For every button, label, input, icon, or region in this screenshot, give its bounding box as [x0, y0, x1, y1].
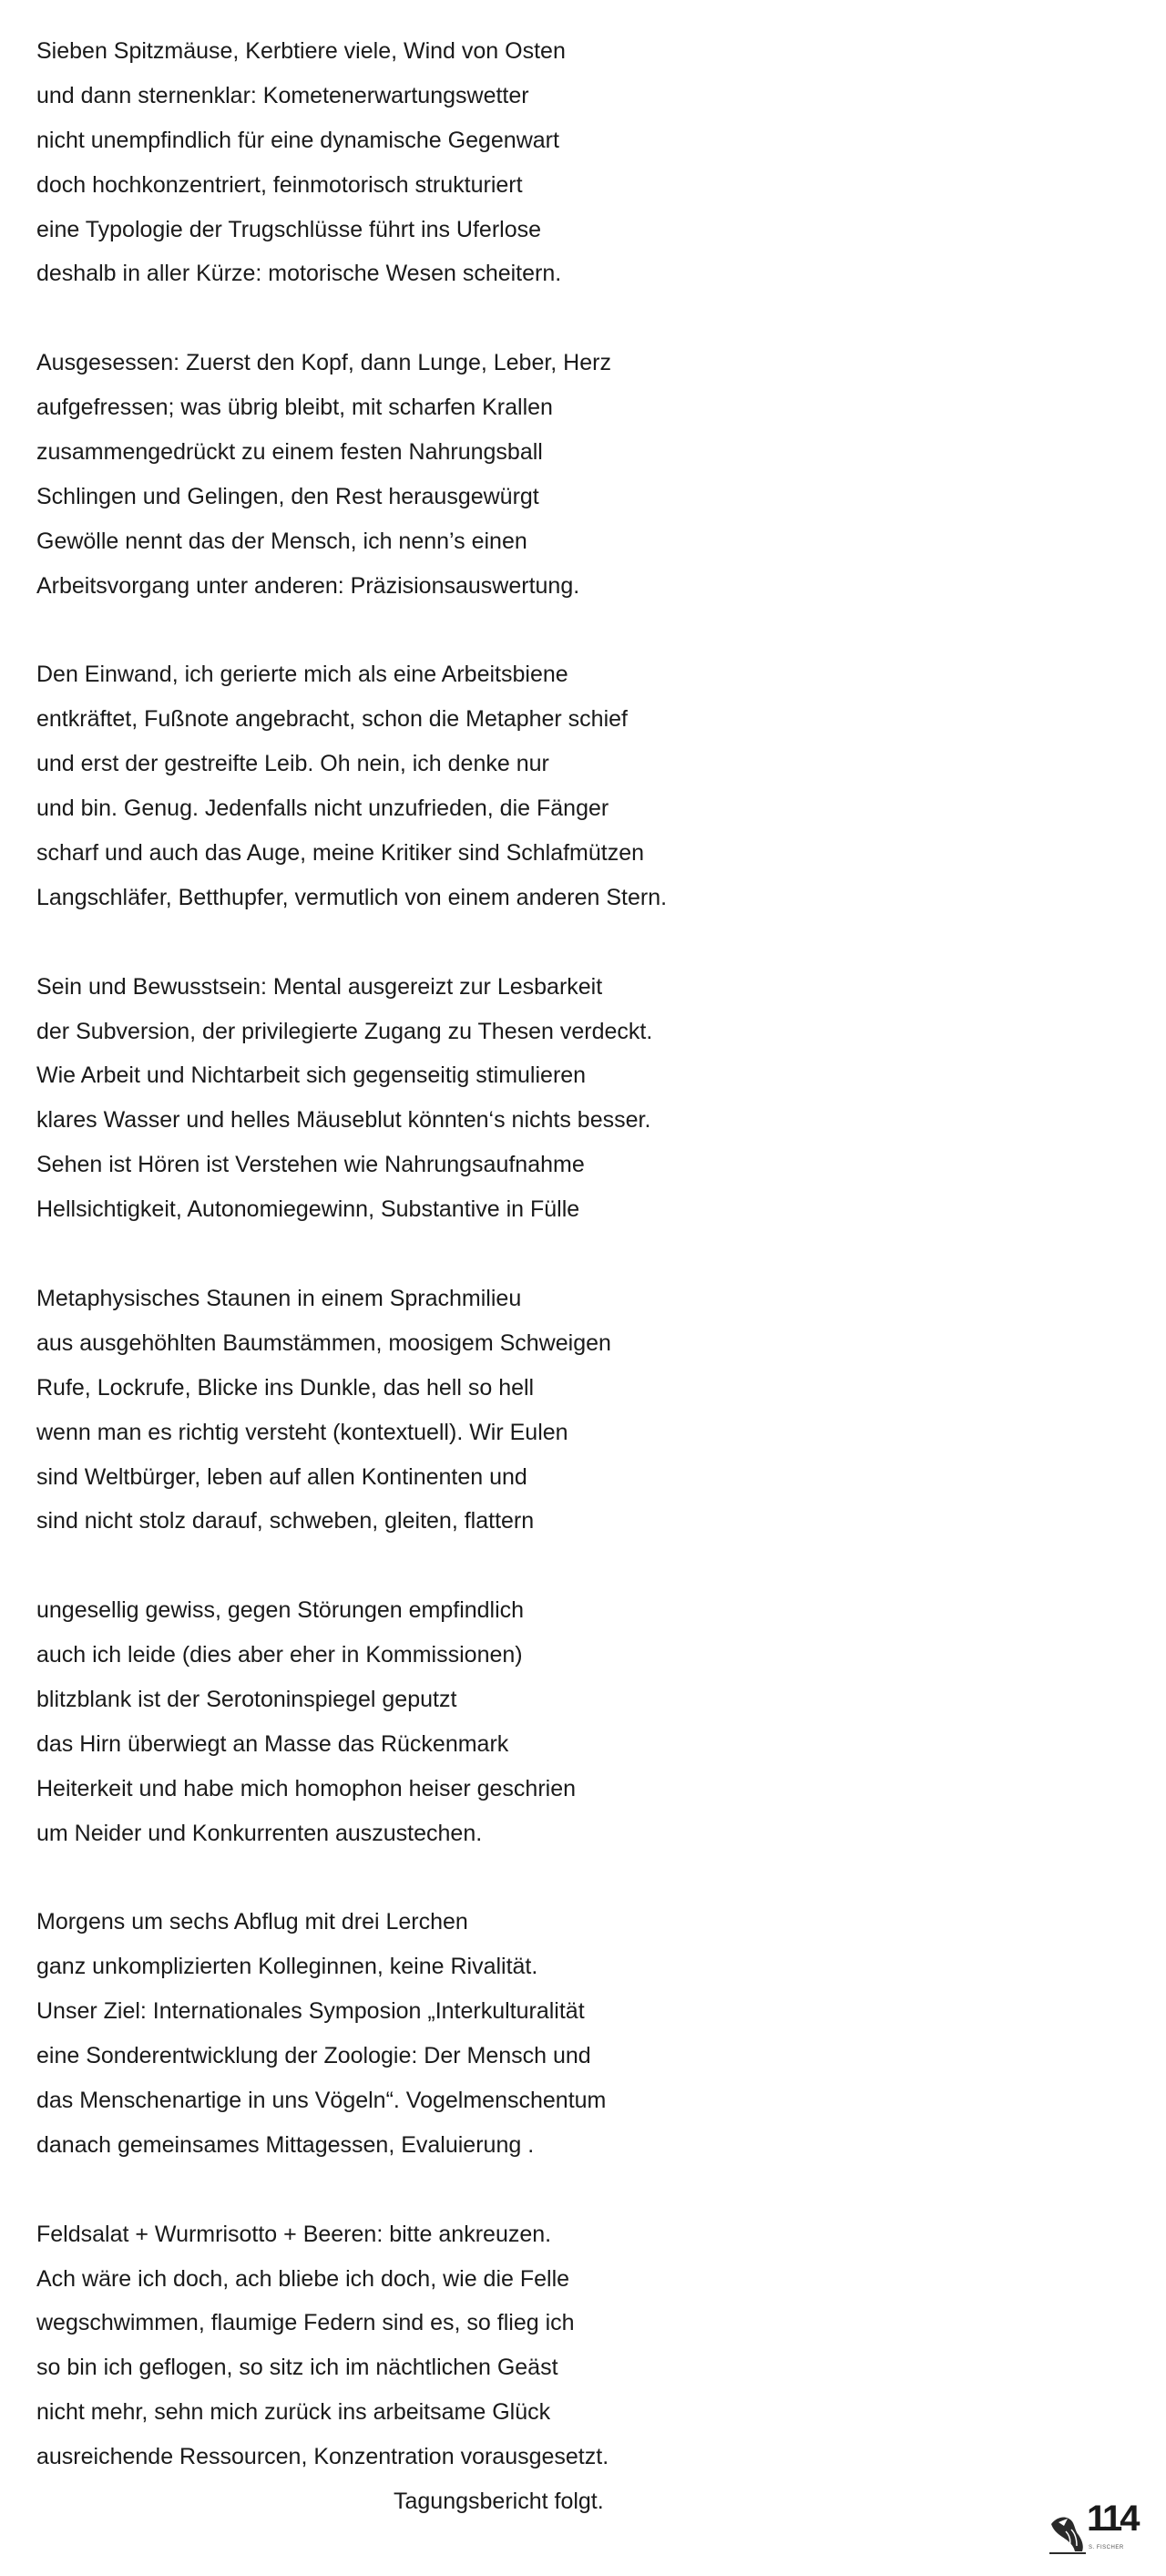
poem-line: Heiterkeit und habe mich homophon heiser geschrien [36, 1775, 577, 1801]
poem-line: eine Sonderentwicklung der Zoologie: Der Mensch und [36, 2043, 591, 2069]
poem-line: Langschläfer, Betthupfer, vermutlich von einem anderen Stern. [36, 884, 668, 910]
poem-line: und bin. Genug. Jedenfalls nicht unzufrieden, die Fänger [36, 795, 609, 822]
poem-line: das Hirn überwiegt an Masse das Rückenmark [36, 1730, 509, 1757]
stanza [36, 1588, 1038, 1855]
poem-line: so bin ich geflogen, so sitz ich im nächtlichen Geäst [36, 2355, 558, 2381]
stanza [36, 1900, 1038, 2167]
poem-line: blitzblank ist der Serotoninspiegel geputzt [36, 1686, 457, 1712]
poem-line: und erst der gestreifte Leib. Oh nein, ich denke nur [36, 751, 549, 777]
poem-line: danach gemeinsames Mittagessen, Evaluierung . [36, 2131, 535, 2158]
stanza-gap [36, 2168, 1038, 2212]
poem-line: doch hochkonzentriert, feinmotorisch strukturiert [36, 171, 523, 198]
poem-line: Wie Arbeit und Nichtarbeit sich gegenseitig stimulieren [36, 1062, 587, 1089]
poem-line: der Subversion, der privilegierte Zugang zu Thesen verdeckt. [36, 1018, 653, 1044]
poem-line: Hellsichtigkeit, Autonomiegewinn, Substantive in Fülle [36, 1196, 580, 1223]
stanza [36, 652, 1038, 919]
poem-line: Ach wäre ich doch, ach bliebe ich doch, wie die Felle [36, 2265, 570, 2292]
poem-line: Sieben Spitzmäuse, Kerbtiere viele, Wind von Osten [36, 38, 566, 64]
poem-line: Sehen ist Hören ist Verstehen wie Nahrungsaufnahme [36, 1152, 585, 1178]
publisher-mark: S. FISCHER [1089, 2545, 1124, 2550]
poem-line: um Neider und Konkurrenten auszustechen. [36, 1820, 483, 1846]
poem-line: Unser Ziel: Internationales Symposion „Interkulturalität [36, 1998, 585, 2025]
stanza-gap [36, 609, 1038, 653]
poem-line: zusammengedrückt zu einem festen Nahrungsball [36, 439, 543, 466]
poem-line: ausreichende Ressourcen, Konzentration vorausgesetzt. [36, 2444, 609, 2470]
poem-line: wenn man es richtig versteht (kontextuell). Wir Eulen [36, 1419, 568, 1445]
closing-line: Tagungsbericht folgt. [394, 2488, 604, 2514]
poem-line: deshalb in aller Kürze: motorische Wesen scheitern. [36, 261, 562, 287]
stanza [36, 2212, 1038, 2479]
poem-line: Sein und Bewusstsein: Mental ausgereizt zur Lesbarkeit [36, 973, 603, 1000]
poem-line: wegschwimmen, flaumige Federn sind es, so flieg ich [36, 2310, 575, 2336]
poem-line: aus ausgehöhlten Baumstämmen, moosigem Schweigen [36, 1329, 611, 1356]
stanza [36, 341, 1038, 608]
poem-line: eine Typologie der Trugschlüsse führt ins Uferlose [36, 216, 542, 242]
poem-line: Schlingen und Gelingen, den Rest herausgewürgt [36, 483, 539, 509]
poem-line: entkräftet, Fußnote angebracht, schon die Metapher schief [36, 706, 628, 733]
poem-line: sind nicht stolz darauf, schweben, gleiten, flattern [36, 1508, 535, 1534]
poem-line: sind Weltbürger, leben auf allen Kontinenten und [36, 1463, 527, 1490]
poem-line: nicht mehr, sehn mich zurück ins arbeitsame Glück [36, 2399, 551, 2426]
poem-line: aufgefressen; was übrig bleibt, mit scharfen Krallen [36, 395, 553, 421]
stanza-gap [36, 1232, 1038, 1277]
poem-line: ungesellig gewiss, gegen Störungen empfindlich [36, 1597, 525, 1624]
poem-line: Metaphysisches Staunen in einem Sprachmilieu [36, 1285, 522, 1311]
poem [36, 29, 1038, 2524]
stanza [36, 965, 1038, 1232]
poem-line: klares Wasser und helles Mäuseblut könnten‘s nichts besser. [36, 1107, 651, 1134]
stanza [36, 1277, 1038, 1544]
poem-line: Ausgesessen: Zuerst den Kopf, dann Lunge, Leber, Herz [36, 350, 611, 376]
poem-line: auch ich leide (dies aber eher in Kommissionen) [36, 1642, 523, 1668]
poem-line: das Menschenartige in uns Vögeln“. Vogelmenschentum [36, 2087, 607, 2113]
poem-line: Gewölle nennt das der Mensch, ich nenn’s einen [36, 528, 527, 554]
stanza [36, 29, 1038, 296]
page-number: 114 [1087, 2499, 1138, 2539]
poem-line: ganz unkomplizierten Kolleginnen, keine Rivalität. [36, 1954, 538, 1980]
stanza-gap [36, 1856, 1038, 1901]
poem-line: nicht unempfindlich für eine dynamische Gegenwart [36, 127, 559, 153]
poem-line: Feldsalat + Wurmrisotto + Beeren: bitte ankreuzen. [36, 2221, 552, 2247]
stanza-gap [36, 296, 1038, 341]
poem-line: Morgens um sechs Abflug mit drei Lerchen [36, 1909, 468, 1935]
poem-line: scharf und auch das Auge, meine Kritiker sind Schlafmützen [36, 840, 645, 867]
poem-line: Rufe, Lockrufe, Blicke ins Dunkle, das hell so hell [36, 1374, 535, 1401]
stanza-gap [36, 1544, 1038, 1588]
poem-line: Arbeitsvorgang unter anderen: Präzisionsauswertung. [36, 572, 580, 599]
stanza-gap [36, 920, 1038, 965]
poem-line: und dann sternenklar: Kometenerwartungswetter [36, 82, 529, 108]
poem-line: Den Einwand, ich gerierte mich als eine Arbeitsbiene [36, 662, 568, 688]
